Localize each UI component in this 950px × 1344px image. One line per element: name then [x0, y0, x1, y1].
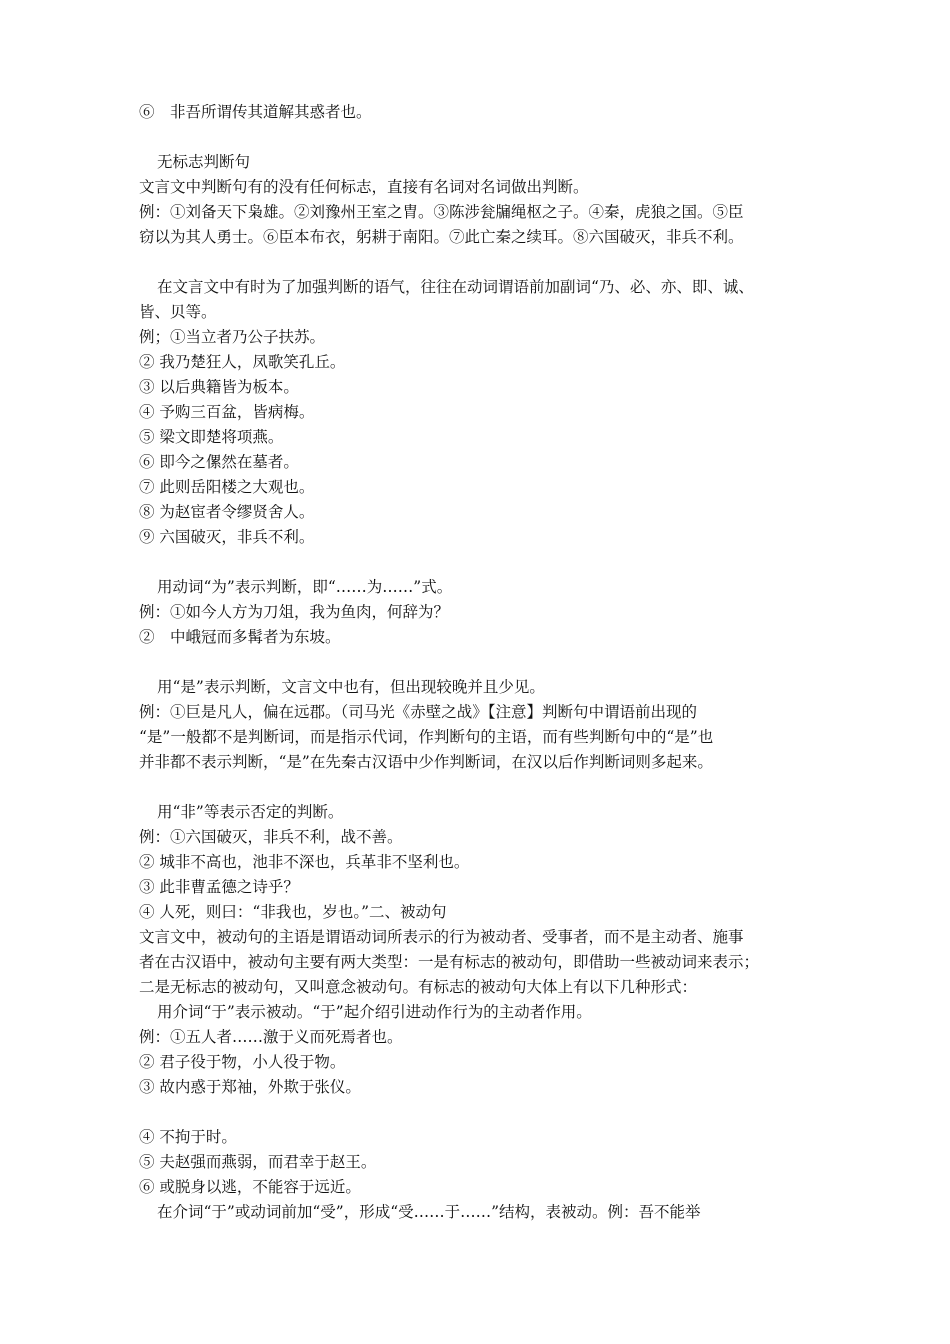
text-line: 文言文中判断句有的没有任何标志，直接有名词对名词做出判断。 — [139, 178, 589, 196]
list-item: ③ 故内惑于郑袖，外欺于张仪。 — [139, 1078, 361, 1096]
section-heading: 用“非”等表示否定的判断。 — [157, 803, 344, 821]
list-item: ⑥ 即今之傫然在墓者。 — [139, 453, 299, 471]
section-heading: 用“是”表示判断，文言文中也有，但出现较晚并且少见。 — [157, 678, 545, 696]
text-line: 文言文中，被动句的主语是谓语动词所表示的行为被动者、受事者，而不是主动者、施事 — [139, 928, 744, 946]
text-line: 例：①五人者……激于义而死焉者也。 — [139, 1028, 403, 1046]
list-item: ⑧ 为赵宦者令缪贤舍人。 — [139, 503, 315, 521]
text-line: “是”一般都不是判断词，而是指示代词，作判断句的主语，而有些判断句中的“是”也 — [139, 728, 714, 746]
text-line: 例：①如今人方为刀俎，我为鱼肉，何辞为？ — [139, 603, 450, 621]
list-item: ⑥ 或脱身以逃，不能容于远近。 — [139, 1178, 361, 1196]
text-line: 并非都不表示判断，“是”在先秦古汉语中少作判断词，在汉以后作判断词则多起来。 — [139, 753, 713, 771]
list-item: ③ 以后典籍皆为板本。 — [139, 378, 299, 396]
section-heading: 无标志判断句 — [157, 153, 251, 171]
list-item: ④ 予购三百盆，皆病梅。 — [139, 403, 315, 421]
text-line: 在文言文中有时为了加强判断的语气，往往在动词谓语前加副词“乃、必、亦、即、诚、 — [157, 278, 754, 296]
text-line: 例：①巨是凡人，偏在远郡。（司马光《赤壁之战》【注意】判断句中谓语前出现的 — [139, 703, 698, 721]
list-item: ⑦ 此则岳阳楼之大观也。 — [139, 478, 315, 496]
text-line: 例：①刘备天下枭雄。②刘豫州王室之胄。③陈涉瓮牖绳枢之子。④秦，虎狼之国。⑤臣 — [139, 203, 744, 221]
text-line: 例：①六国破灭，非兵不利，战不善。 — [139, 828, 403, 846]
list-item: ③ 此非曹孟德之诗乎？ — [139, 878, 299, 896]
list-item: ② 君子役于物，小人役于物。 — [139, 1053, 346, 1071]
section-heading: 用动词“为”表示判断，即“……为……”式。 — [157, 578, 453, 596]
list-item: ⑤ 梁文即楚将项燕。 — [139, 428, 284, 446]
text-line: 例；①当立者乃公子扶苏。 — [139, 328, 326, 346]
list-item: ② 城非不高也，池非不深也，兵革非不坚利也。 — [139, 853, 470, 871]
list-item: ⑨ 六国破灭，非兵不利。 — [139, 528, 315, 546]
list-item: ② 我乃楚狂人，凤歌笑孔丘。 — [139, 353, 346, 371]
text-line: ⑥ 非吾所谓传其道解其惑者也。 — [139, 103, 372, 121]
text-line: 窃以为其人勇士。⑥臣本布衣，躬耕于南阳。⑦此亡秦之续耳。⑧六国破灭，非兵不利。 — [139, 228, 744, 246]
text-line: 在介词“于”或动词前加“受”，形成“受……于……”结构，表被动。例：吾不能举 — [157, 1203, 701, 1221]
text-line: 者在古汉语中，被动句主要有两大类型：一是有标志的被动句，即借助一些被动词来表示； — [139, 953, 760, 971]
text-line: 二是无标志的被动句，又叫意念被动句。有标志的被动句大体上有以下几种形式： — [139, 978, 698, 996]
list-item: ④ 人死，则曰：“非我也，岁也。”二、被动句 — [139, 903, 447, 921]
list-item: ② 中峨冠而多髯者为东坡。 — [139, 628, 341, 646]
section-heading: 用介词“于”表示被动。“于”起介绍引进动作行为的主动者作用。 — [157, 1003, 592, 1021]
list-item: ⑤ 夫赵强而燕弱，而君幸于赵王。 — [139, 1153, 377, 1171]
list-item: ④ 不拘于时。 — [139, 1128, 237, 1146]
text-line: 皆、贝等。 — [139, 303, 217, 321]
